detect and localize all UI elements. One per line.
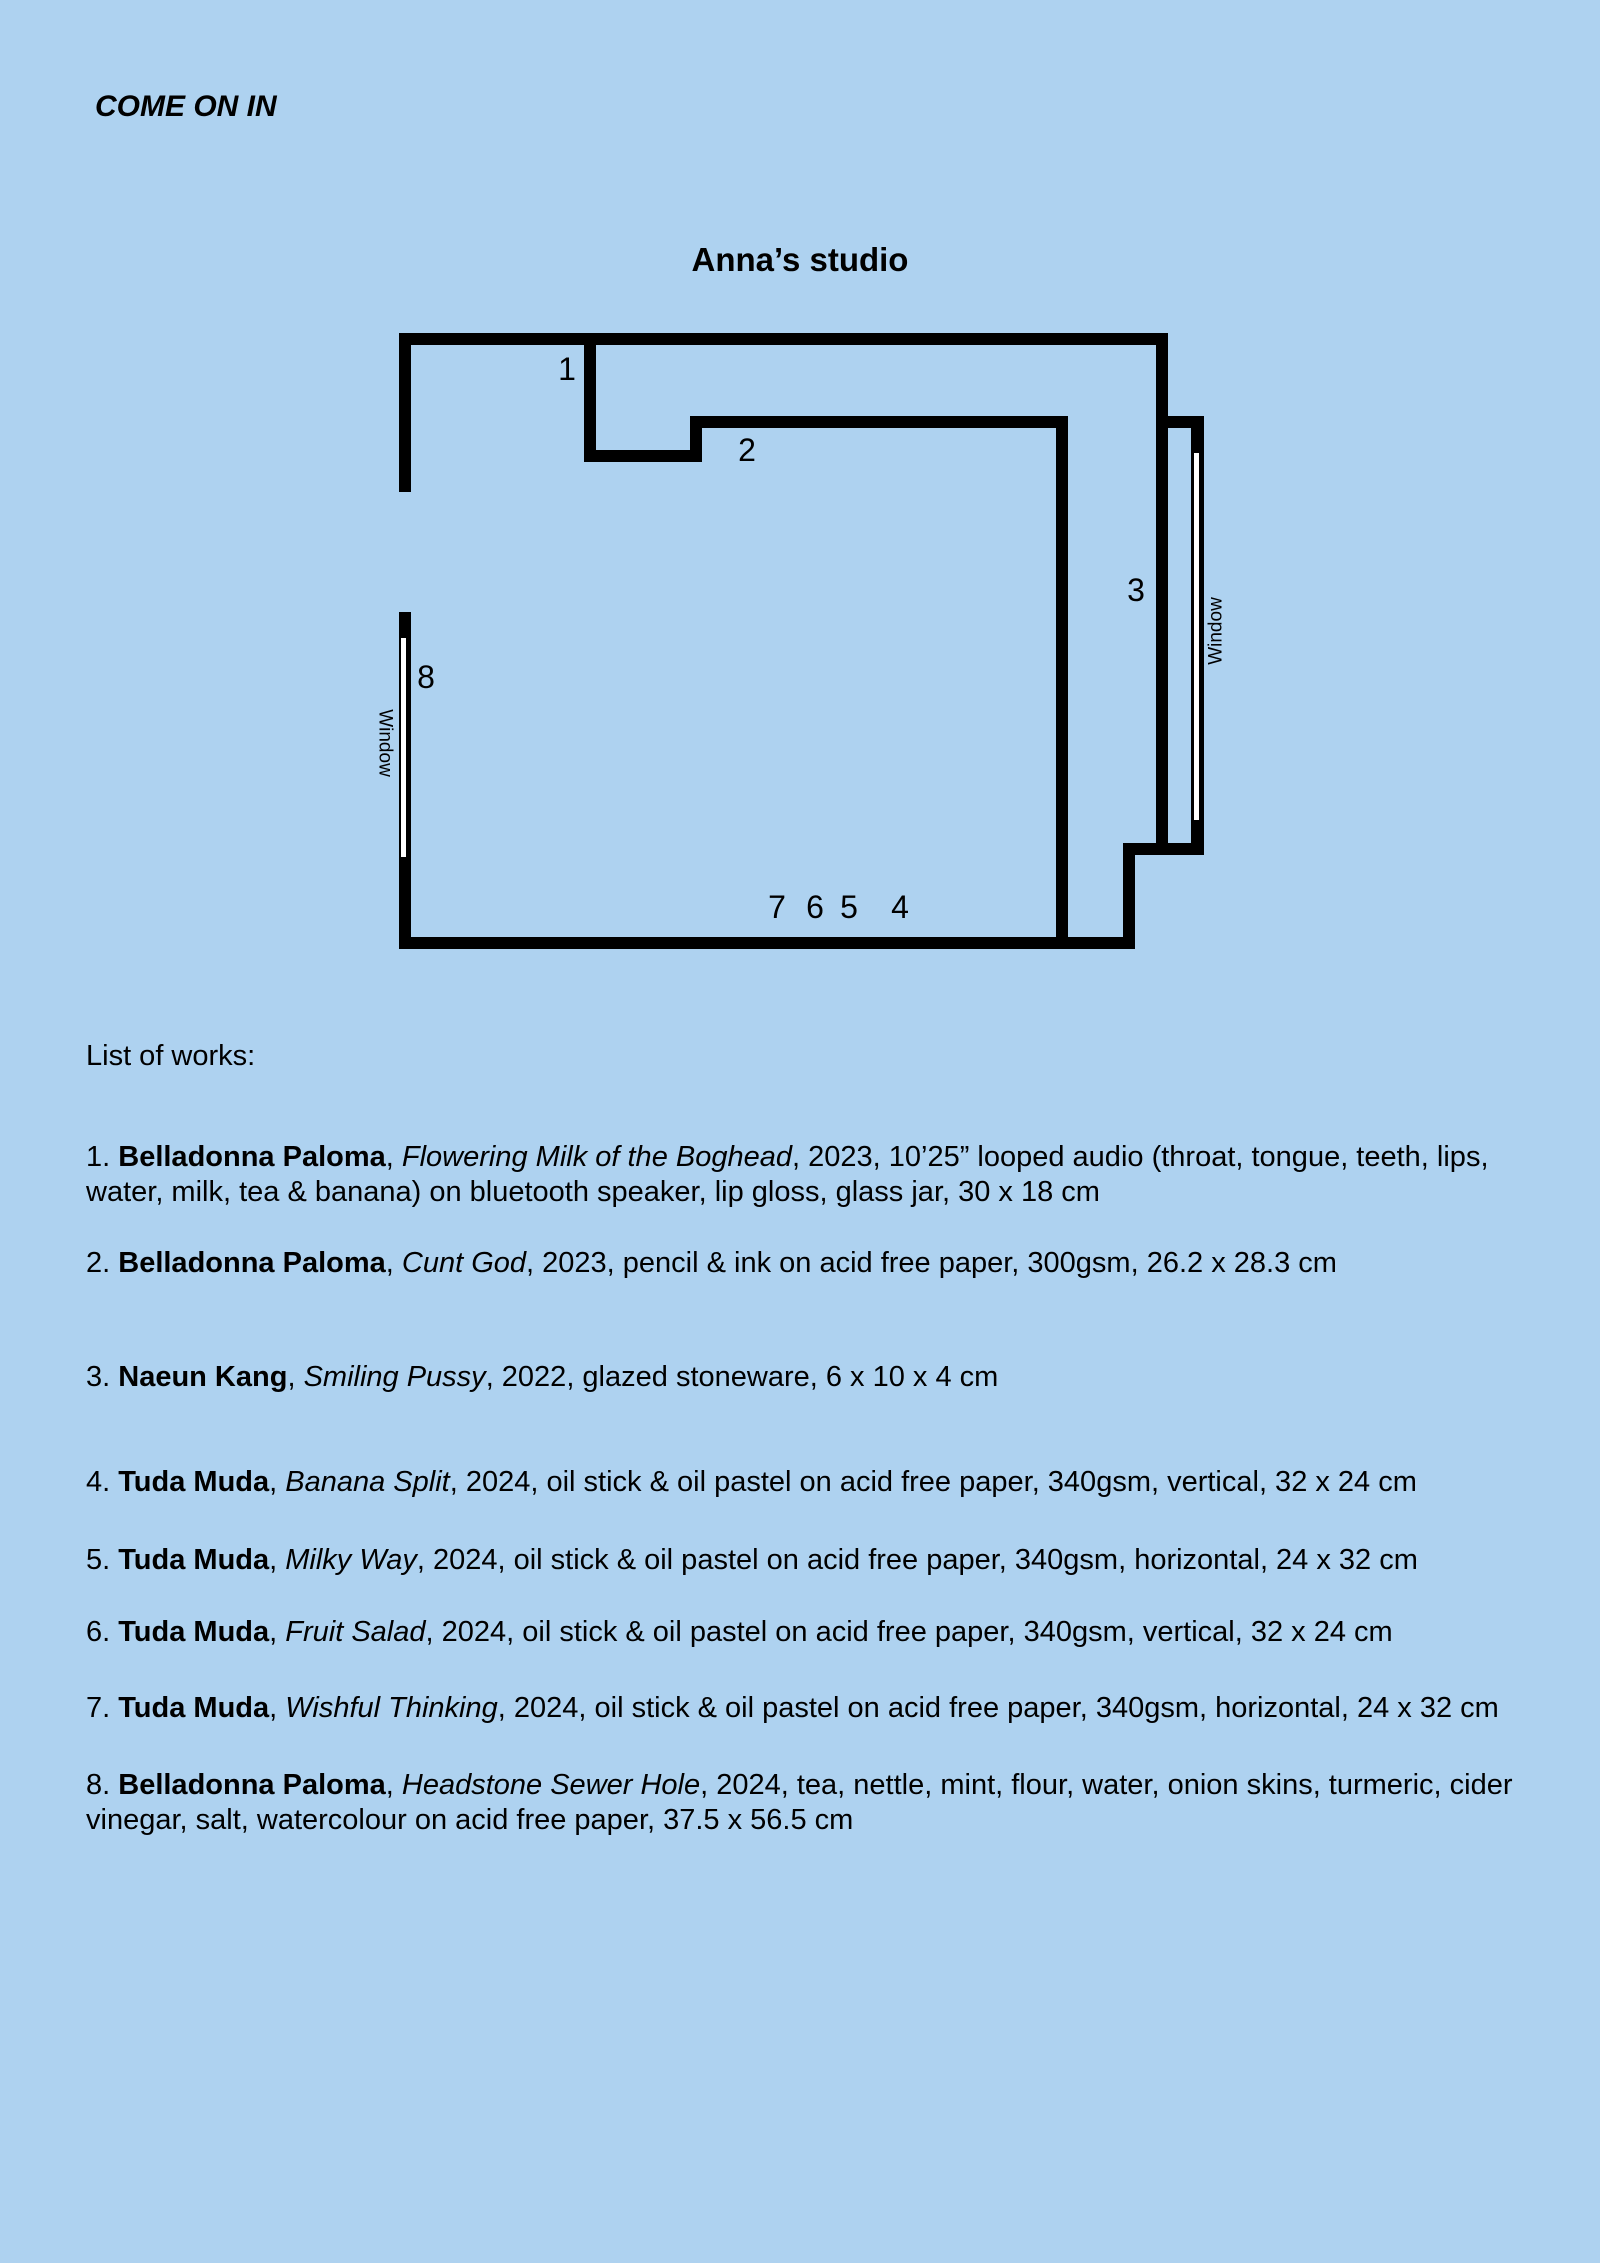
work-item-3-text: Smiling Pussy	[303, 1361, 486, 1393]
work-item-7-text: ,	[269, 1692, 286, 1724]
plan-label-1: 1	[558, 351, 576, 387]
work-item-5-text: , 2024, oil stick & oil pastel on acid free paper, 340gsm, horizontal, 24 x 32 cm	[416, 1544, 1418, 1576]
work-item-4-text: ,	[269, 1466, 286, 1498]
work-item-8-text: 8.	[86, 1769, 119, 1801]
work-item-5	[86, 1543, 1541, 1578]
list-of-works-title: List of works:	[86, 1040, 256, 1072]
work-item-3	[86, 1360, 1541, 1395]
floorplan-title: Anna’s studio	[691, 241, 909, 278]
wall-segment-4	[399, 937, 1135, 949]
work-item-3-text: ,	[287, 1361, 304, 1393]
plan-label-2: 2	[738, 432, 756, 468]
work-item-8-text: ,	[385, 1769, 402, 1801]
work-item-6-text: ,	[269, 1616, 286, 1648]
work-item-1	[86, 1140, 1541, 1210]
plan-label-4: 4	[891, 889, 909, 925]
work-item-2-text: Cunt God	[401, 1247, 527, 1279]
work-item-3-text: Naeun Kang	[118, 1361, 288, 1393]
work-item-6	[86, 1615, 1541, 1650]
wall-segment-6	[584, 450, 702, 462]
work-item-6-text: 6.	[86, 1616, 119, 1648]
header-note: COME ON IN	[95, 90, 277, 123]
work-item-2-text: Belladonna Paloma	[118, 1247, 386, 1279]
work-item-5-text: 5.	[86, 1544, 119, 1576]
work-item-2-text: , 2023, pencil & ink on acid free paper, 300gsm, 26.2 x 28.3 cm	[526, 1247, 1337, 1279]
work-item-6-text: Fruit Salad	[285, 1616, 426, 1648]
work-item-3-text: 3.	[86, 1361, 119, 1393]
plan-label-8: 8	[417, 659, 435, 695]
wall-segment-5	[584, 345, 596, 462]
work-item-1-text: ,	[385, 1141, 402, 1173]
wall-segment-8	[690, 416, 1068, 428]
plan-label-window: Window	[374, 709, 396, 777]
work-item-1-text: Flowering Milk of the Boghead	[401, 1141, 792, 1173]
work-item-5-text: Tuda Muda	[118, 1544, 270, 1576]
work-item-4-text: , 2024, oil stick & oil pastel on acid free paper, 340gsm, vertical, 32 x 24 cm	[449, 1466, 1417, 1498]
work-item-1-text: 1.	[86, 1141, 119, 1173]
works-list	[86, 1140, 1541, 1838]
wall-segment-10	[1156, 333, 1168, 847]
work-item-1-text: Belladonna Paloma	[118, 1141, 386, 1173]
plan-label-7: 7	[768, 889, 786, 925]
wall-segment-2	[399, 333, 411, 492]
work-item-5-text: ,	[269, 1544, 286, 1576]
work-item-7-text: Wishful Thinking	[285, 1692, 498, 1724]
work-item-7-text: , 2024, oil stick & oil pastel on acid free paper, 340gsm, horizontal, 24 x 32 cm	[497, 1692, 1499, 1724]
work-item-2-text: ,	[385, 1247, 402, 1279]
wall-segment-9	[1056, 428, 1068, 937]
plan-label-5: 5	[840, 889, 858, 925]
work-item-7-text: 7.	[86, 1692, 119, 1724]
work-item-2-text: 2.	[86, 1247, 119, 1279]
work-item-8-text: Belladonna Paloma	[118, 1769, 386, 1801]
wall-segment-1	[399, 333, 1168, 345]
work-item-5-text: Milky Way	[285, 1544, 417, 1576]
work-item-8	[86, 1768, 1541, 1838]
wall-segment-12	[1123, 843, 1135, 949]
work-item-4-text: Tuda Muda	[118, 1466, 270, 1498]
work-item-3-text: , 2022, glazed stoneware, 6 x 10 x 4 cm	[485, 1361, 999, 1393]
plan-label-window: Window	[1205, 597, 1227, 665]
window-strip-1	[401, 638, 406, 857]
work-item-7-text: Tuda Muda	[118, 1692, 270, 1724]
window-strip-2	[1194, 453, 1199, 820]
work-item-4-text: 4.	[86, 1466, 119, 1498]
floorplan-diagram	[0, 0, 1600, 1000]
work-item-4	[86, 1465, 1541, 1500]
work-item-4-text: Banana Split	[285, 1466, 450, 1498]
work-item-6-text: , 2024, oil stick & oil pastel on acid free paper, 340gsm, vertical, 32 x 24 cm	[425, 1616, 1393, 1648]
work-item-6-text: Tuda Muda	[118, 1616, 270, 1648]
work-item-7	[86, 1691, 1541, 1726]
work-item-2	[86, 1246, 1541, 1281]
work-item-1-text: , 2023, 10’25” looped audio (throat, tongue, teeth, lips, water, milk, tea & banana) on bluetooth speaker, lip gloss, glass jar, 30 x 18 cm	[86, 1141, 1489, 1208]
work-item-8-text: Headstone Sewer Hole	[401, 1769, 701, 1801]
plan-label-3: 3	[1127, 572, 1145, 608]
plan-label-6: 6	[806, 889, 824, 925]
work-item-8-text: , 2024, tea, nettle, mint, flour, water, onion skins, turmeric, cider vinegar, salt, watercolour on acid free paper, 37.5 x 56.5 cm	[86, 1769, 1513, 1836]
